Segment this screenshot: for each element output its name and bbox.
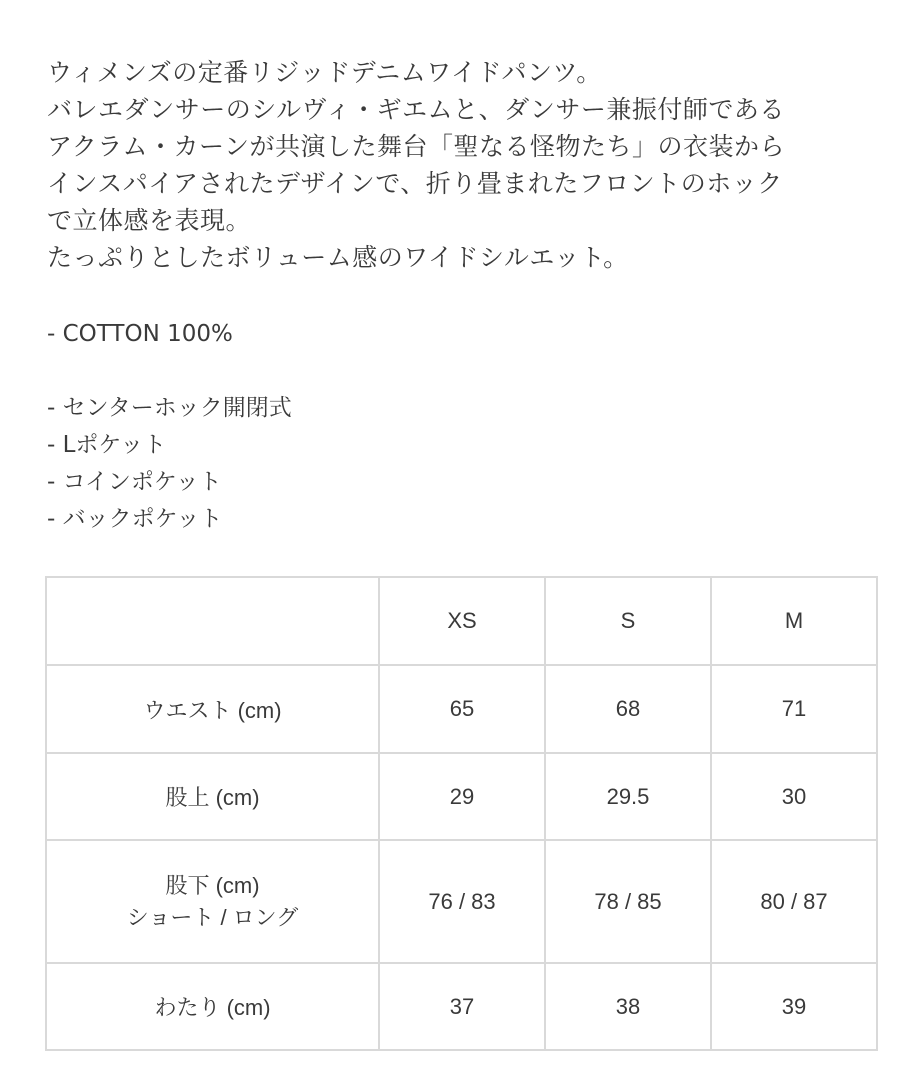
size-header-m: M xyxy=(711,577,877,665)
table-row xyxy=(46,963,877,1050)
size-header-s: S xyxy=(545,577,711,665)
table-cell: 65 xyxy=(379,665,545,753)
table-cell: 68 xyxy=(545,665,711,753)
table-cell: 71 xyxy=(711,665,877,753)
size-chart-table xyxy=(45,576,878,1051)
table-cell: 80 / 87 xyxy=(711,840,877,963)
table-cell: 29 xyxy=(379,753,545,840)
description-line: たっぷりとしたボリューム感のワイドシルエット。 xyxy=(47,243,629,272)
feature-item: - コインポケット xyxy=(47,469,222,495)
description-line: インスパイアされたデザインで、折り畳まれたフロントのホック xyxy=(47,169,783,198)
feature-list xyxy=(47,390,292,538)
material-composition xyxy=(47,316,233,353)
table-row xyxy=(46,840,877,963)
table-corner-cell xyxy=(46,577,379,665)
inseam-sublabel: ショート / ロング xyxy=(126,904,299,930)
table-cell: 37 xyxy=(379,963,545,1050)
table-cell: 78 / 85 xyxy=(545,840,711,963)
table-row xyxy=(46,753,877,840)
description-line: アクラム・カーンが共演した舞台「聖なる怪物たち」の衣装から xyxy=(47,132,786,161)
table-cell: 39 xyxy=(711,963,877,1050)
inseam-label: 股下 (cm) xyxy=(165,872,260,898)
row-label-inseam xyxy=(46,840,379,963)
description-line: バレエダンサーのシルヴィ・ギエムと、ダンサー兼振付師である xyxy=(47,95,785,124)
table-cell: 29.5 xyxy=(545,753,711,840)
row-label-rise: 股上 (cm) xyxy=(46,753,379,840)
table-cell: 38 xyxy=(545,963,711,1050)
feature-item: - センターホック開閉式 xyxy=(47,395,292,421)
product-description xyxy=(47,54,877,276)
description-line: で立体感を表現。 xyxy=(47,206,252,235)
feature-item: - バックポケット xyxy=(47,506,223,532)
feature-item: - Lポケット xyxy=(47,432,167,458)
description-line: ウィメンズの定番リジッドデニムワイドパンツ。 xyxy=(47,58,602,87)
table-row xyxy=(46,665,877,753)
table-cell: 30 xyxy=(711,753,877,840)
composition-text: - COTTON 100% xyxy=(47,321,233,347)
row-label-thigh: わたり (cm) xyxy=(46,963,379,1050)
size-header-xs: XS xyxy=(379,577,545,665)
row-label-waist: ウエスト (cm) xyxy=(46,665,379,753)
table-cell: 76 / 83 xyxy=(379,840,545,963)
table-header-row xyxy=(46,577,877,665)
